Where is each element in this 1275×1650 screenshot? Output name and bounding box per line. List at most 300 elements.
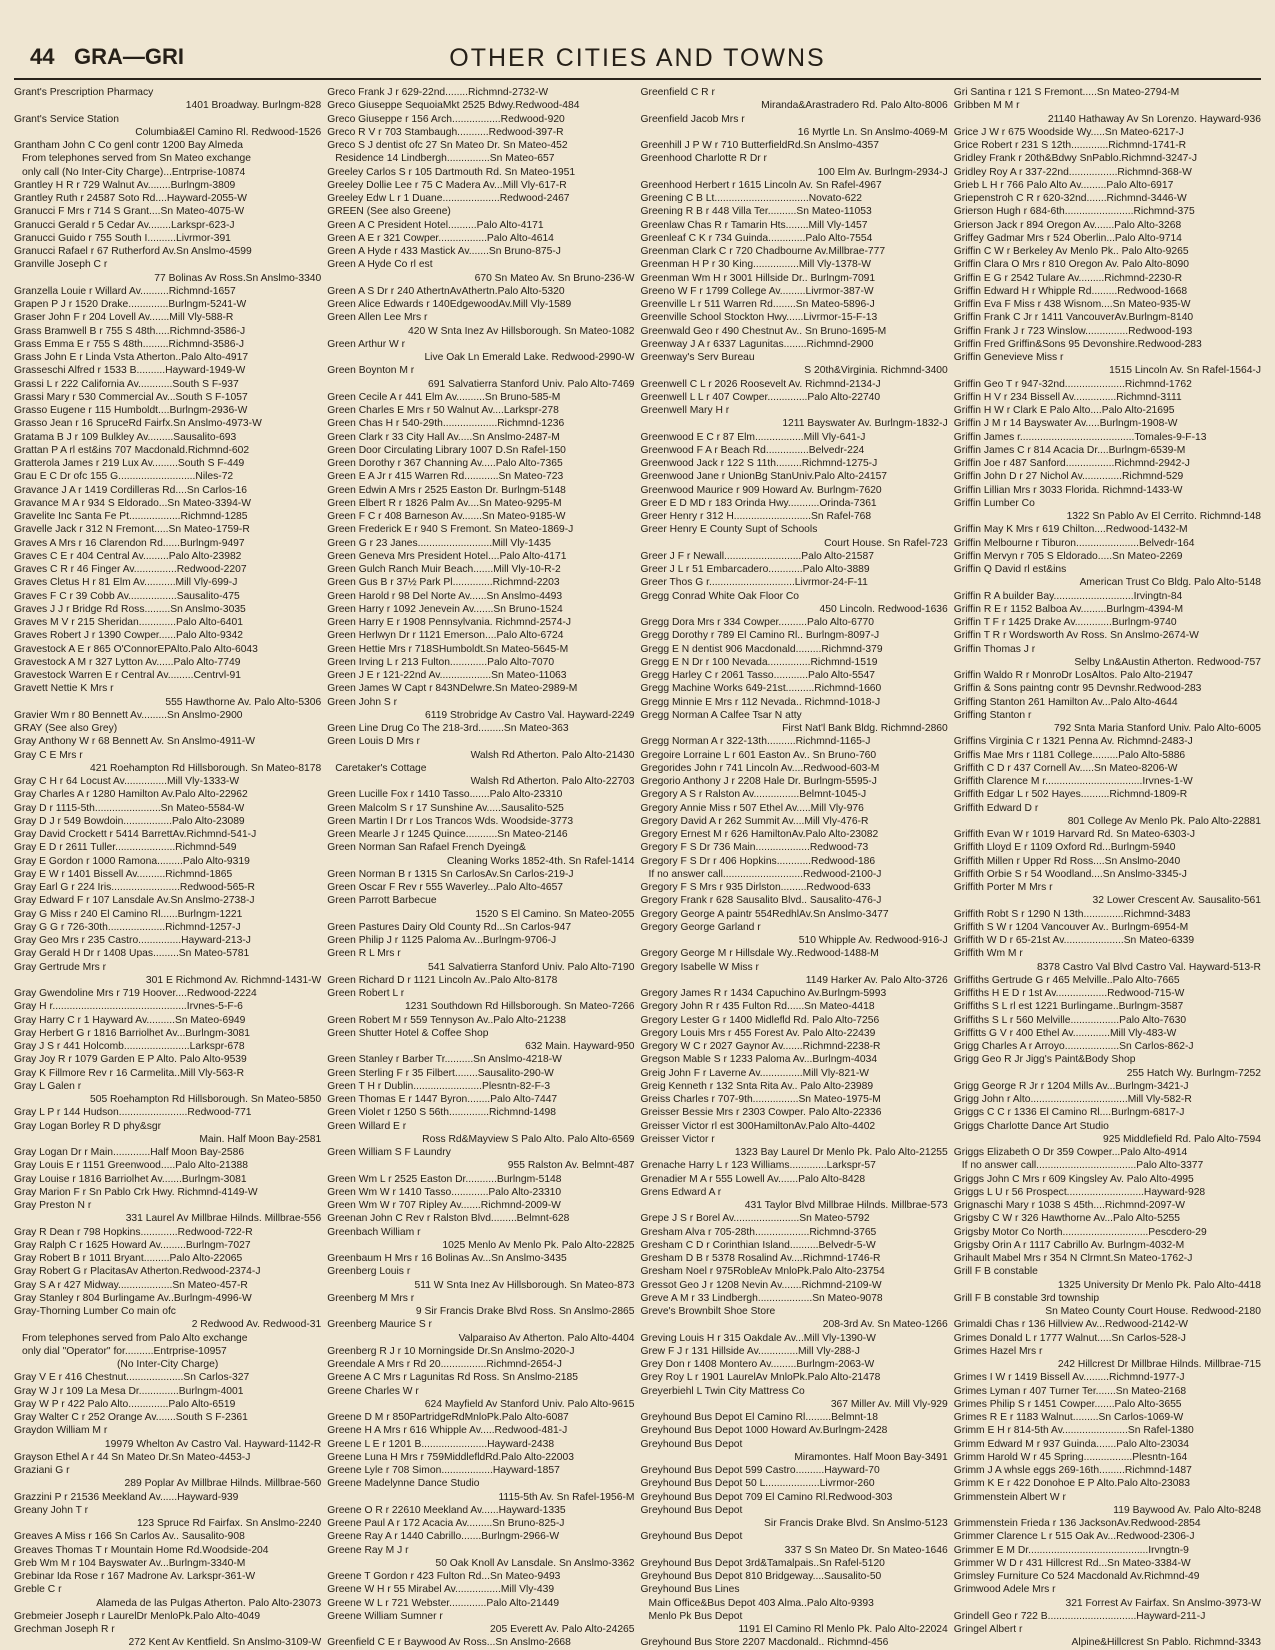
listing-entry: Green Irving L r 213 Fulton.............Palo Alto-7070: [327, 656, 555, 668]
listing-entry: Greyhound Bus Depot El Camino Rl.........Belmnt-18: [640, 1412, 879, 1423]
listing-entry: Greenville School Stockton Hwy......Livrmor-15-F-13: [640, 312, 878, 324]
listing-entry: Granucci F Mrs r 714 S Grant....Sn Mateo-4075-W: [14, 206, 245, 218]
listing-entry: Grassi L r 222 California Av............South S F-937: [14, 378, 239, 390]
listing-entry: 541 Salvatierra Stanford Univ. Palo Alto-7190: [428, 961, 635, 973]
listing-entry: Gravance J A r 1419 Cordilleras Rd....Sn Carlos-16: [14, 484, 247, 496]
listing-entry: Grill F B constable: [953, 1266, 1038, 1278]
listing-entry: Greyhound Bus Store 2207 Macdonald.. Richmnd-456: [640, 1637, 889, 1649]
listing-entry: Grimes Donald L r 1777 Walnut.....Sn Carlos-528-J: [953, 1332, 1186, 1344]
listing-entry: Grantley H R r 729 Walnut Av........Burlngm-3809: [14, 179, 236, 191]
listing-entry: Griffing Stanton 261 Hamilton Av...Palo Alto-4644: [953, 696, 1178, 708]
listing-entry: Gray Marion F r Sn Pablo Crk Hwy. Richmnd-4149-W: [14, 1186, 258, 1198]
listing-entry: 510 Whipple Av. Redwood-916-J: [798, 935, 948, 946]
listing-entry: Grey Roy L r 1901 LaurelAv MnloPk.Palo Alto-21478: [640, 1372, 881, 1384]
listing-entry: Gridley Frank r 20th&Bdwy SnPablo.Richmnd-3247-J: [953, 153, 1197, 165]
listing-entry: Gravett Nettie K Mrs r: [14, 683, 114, 695]
listing-entry: 242 Hillcrest Dr Millbrae Hilnds. Millbrae-715: [1057, 1359, 1261, 1370]
listing-entry: Griffin Eva F Miss r 438 Wisnom....Sn Mateo-935-W: [953, 299, 1191, 310]
listing-columns: [14, 86, 1261, 1649]
listing-entry: Gresham Noel r 975RobleAv MnloPk.Palo Alto-23754: [640, 1266, 885, 1278]
listing-entry: Gravestock A M r 327 Lytton Av......Palo Alto-7749: [14, 656, 241, 668]
listing-entry: Griffith Wm M r: [953, 948, 1023, 960]
listing-entry: Greene Luna H Mrs r 759MiddlefldRd.Palo Alto-22003: [327, 1451, 574, 1463]
listing-entry: 1515 Lincoln Av. Sn Rafel-1564-J: [1109, 365, 1261, 377]
listing-entry: Greyhound Bus Depot: [640, 1438, 743, 1450]
listing-entry: Gregg Norman A Calfee Tsar N atty: [640, 709, 802, 721]
listing-entry: Greenberg Louis r: [327, 1266, 411, 1278]
listing-entry: Grimsley Furniture Co 524 Macdonald Av.Richmnd-49: [953, 1571, 1200, 1582]
listing-entry: 925 Middlefield Rd. Palo Alto-7594: [1103, 1133, 1261, 1145]
listing-entry: Grepe J S r Borel Av.......................Sn Mateo-5792: [640, 1213, 870, 1225]
listing-entry: Grigg Charles A r Arroyo...................Sn Carlos-862-J: [953, 1041, 1194, 1052]
listing-entry: Greene Charles W r: [327, 1385, 419, 1397]
listing-entry: Greyhound Bus Depot: [640, 1504, 743, 1516]
listing-entry: Griffith Lloyd E r 1109 Oxford Rd...Burlngm-5940: [953, 842, 1176, 854]
listing-entry: Greyhound Bus Lines: [640, 1584, 740, 1596]
listing-entry: Griffith Edgar L r 502 Hayes..........Richmnd-1809-R: [953, 789, 1188, 801]
listing-entry: Green Clark r 33 City Hall Av.....Sn Anslmo-2487-M: [327, 431, 560, 443]
listing-entry: Graydon William M r: [14, 1425, 108, 1437]
listing-entry: Green J E r 121-22nd Av..................Sn Mateo-11063: [327, 670, 567, 681]
listing-entry: Gray Harry C r 1 Hayward Av..........Sn Mateo-6949: [14, 1014, 246, 1026]
listing-entry: Green Charles E Mrs r 50 Walnut Av....Larkspr-278: [327, 405, 559, 416]
listing-entry: 8378 Castro Val Blvd Castro Val. Hayward-513-R: [1037, 961, 1261, 973]
listing-entry: Griffis Mae Mrs r 1181 College.........Palo Alto-5886: [953, 749, 1186, 761]
listing-entry: Greenlaw Chas R r Tamarin Hts........Mill Vly-1457: [640, 219, 868, 231]
listing-entry: Gray D r 1115-5th.......................Sn Mateo-5584-W: [14, 802, 245, 814]
listing-entry: Gregg Dorothy r 789 El Camino Rl.. Burlngm-8097-J: [640, 630, 880, 642]
listing-entry: Gray Stanley r 804 Burlingame Av..Burlngm-4996-W: [14, 1292, 252, 1304]
listing-entry: Greenville L r 511 Warren Rd........Sn Mateo-5896-J: [640, 299, 875, 310]
listing-entry: Griggs C C r 1336 El Camino Rl....Burlngm-6817-J: [953, 1107, 1185, 1119]
listing-entry: Green William S F Laundry: [327, 1147, 451, 1158]
listing-entry: Greenberg Maurice S r: [327, 1319, 432, 1331]
listing-entry: Green A C President Hotel..........Palo Alto-4171: [327, 219, 544, 231]
listing-entry: Sn Mateo County Court House. Redwood-2180: [1045, 1306, 1261, 1317]
listing-entry: Greenhill J P W r 710 ButterfieldRd.Sn Anslmo-4357: [640, 140, 879, 151]
listing-entry: Grimm Edward M r 937 Guinda.......Palo Alto-23034: [953, 1438, 1189, 1450]
listing-entry: Gregory Annie Miss r 507 Ethel Av.....Mill Vly-976: [640, 802, 864, 814]
listing-entry: 289 Poplar Av Millbrae Hilnds. Millbrae-560: [124, 1478, 322, 1490]
listing-entry: Gray Gerald H Dr r 1408 Upas.........Sn Mateo-5781: [14, 948, 250, 960]
listing-entry: Grimmenstein Frieda r 136 JacksonAv.Redwood-2854: [953, 1518, 1201, 1529]
listing-entry: Green Norman San Rafael French Dyeing&: [327, 842, 526, 854]
listing-entry: 337 S Sn Mateo Dr. Sn Mateo-1646: [784, 1544, 948, 1556]
listing-entry: Green Mearle J r 1245 Quince...........Sn Mateo-2146: [327, 829, 568, 840]
listing-entry: only call (No Inter-City Charge)...Entrprise-10874: [22, 166, 246, 178]
listing-entry: Gregg E N dentist 906 Macdonald.........Richmnd-379: [640, 643, 883, 655]
listing-entry: Gregg Minnie E Mrs r 112 Nevada.. Richmnd-1018-J: [640, 696, 881, 708]
listing-entry: Greig John F r Laverne Av...............Mill Vly-821-W: [640, 1067, 870, 1079]
listing-entry: Green Boynton M r: [327, 365, 415, 377]
listing-entry: Greer Henry r 312 H...........................Sn Rafel-768: [640, 511, 872, 522]
listing-entry: Gray Robert G r PlacitasAv Atherton.Redwood-2374-J: [14, 1266, 261, 1278]
listing-entry: 1191 El Camino Rl Menlo Pk. Palo Alto-22024: [738, 1624, 948, 1635]
listing-entry: Griffin Joe r 487 Sanford.................Richmnd-2942-J: [953, 458, 1190, 469]
listing-entry: Greenway J A r 6337 Lagunitas........Richmnd-2900: [640, 338, 874, 350]
listing-entry: Gray C H r 64 Locust Av...............Mill Vly-1333-W: [14, 776, 240, 787]
listing-entry: Grigsby C W r 326 Hawthorne Av...Palo Alto-5255: [953, 1213, 1181, 1225]
listing-entry: Green Norman B r 1315 Sn CarlosAv.Sn Carlos-219-J: [327, 868, 574, 880]
listing-entry: Greenwood Jane r UnionBg StanUniv.Palo Alto-24157: [640, 471, 888, 483]
listing-entry: Gray Robert B r 1011 Bryant.........Palo Alto-22065: [14, 1253, 243, 1264]
listing-entry: Greenman Wm H r 3001 Hillside Dr.. Burlngm-7091: [640, 272, 876, 284]
listing-entry: Graves J J r Bridge Rd Ross.........Sn Anslmo-3035: [14, 603, 246, 615]
listing-entry: Gray G G r 726-30th....................Richmnd-1257-J: [14, 921, 241, 933]
listing-entry: Griffith C D r 437 Cornell Av.....Sn Mateo-8206-W: [953, 762, 1178, 774]
listing-entry: Greco S J dentist ofc 27 Sn Mateo Dr. Sn Mateo-452: [327, 140, 568, 151]
listing-entry: Greene A C Mrs r Lagunitas Rd Ross. Sn Anslmo-2185: [327, 1372, 578, 1384]
listing-entry: Green Shutter Hotel & Coffee Shop: [327, 1027, 489, 1039]
listing-entry: Selby Ln&Austin Atherton. Redwood-757: [1074, 656, 1261, 668]
listing-entry: Grasseschi Alfred r 1533 B..........Hayward-1949-W: [14, 365, 246, 377]
listing-entry: Main Office&Bus Depot 403 Alma..Palo Alto-9393: [648, 1597, 874, 1609]
listing-entry: Green Harry E r 1908 Pennsylvania. Richmnd-2574-J: [327, 617, 572, 628]
listing-entry: Grebinar Ida Rose r 167 Madrone Av. Larkspr-361-W: [14, 1571, 256, 1582]
listing-entry: Greer J L r 51 Embarcadero............Palo Alto-3889: [640, 564, 870, 575]
listing-entry: Green Pastures Dairy Old County Rd...Sn Carlos-947: [327, 921, 572, 933]
listing-entry: Griffiths Gertrude G r 465 Melville..Palo Alto-7665: [953, 974, 1180, 986]
listing-entry: Grayson Ethel A r 44 Sn Mateo Dr.Sn Mateo-4453-J: [14, 1451, 251, 1463]
listing-entry: GRAY (See also Grey): [14, 723, 118, 734]
listing-entry: Greisser Bessie Mrs r 2303 Cowper. Palo Alto-22336: [640, 1107, 882, 1119]
listing-entry: Greendale A Mrs r Rd 20................Richmnd-2654-J: [327, 1359, 562, 1370]
listing-entry: Green James W Capt r 843NDelwre.Sn Mateo-2989-M: [327, 683, 578, 695]
listing-entry: Greco Giuseppe SequoiaMkt 2525 Bdwy.Redwood-484: [327, 100, 580, 112]
listing-entry: Gresham C D r Corinthian Island..........Belvedr-5-W: [640, 1239, 876, 1251]
listing-entry: 32 Lower Crescent Av. Sausalito-561: [1092, 895, 1261, 907]
listing-entry: Griffin Waldo R r MonroDr LosAltos. Palo Alto-21947: [953, 670, 1193, 681]
listing-entry: Grey Don r 1408 Montero Av.........Burlngm-2063-W: [640, 1359, 875, 1370]
listing-entry: Gray D J r 549 Bowdoin.................Palo Alto-23089: [14, 815, 245, 827]
listing-entry: Gray H r...............................................Irvnes-5-F-6: [14, 1001, 243, 1013]
listing-entry: Greco Giuseppe r 156 Arch.................Redwood-920: [327, 113, 565, 125]
listing-entry: Gravelite Inc Santa Fe Pt..................Richmnd-1285: [14, 511, 248, 522]
listing-entry: Greene Ray M J r: [327, 1544, 409, 1556]
listing-entry: Griffin & Sons paintng contr 95 Devnshr.Redwood-283: [953, 683, 1202, 695]
listing-entry: 1323 Bay Laurel Dr Menlo Pk. Palo Alto-21255: [734, 1147, 948, 1158]
listing-entry: Gregory F S Mrs r 935 Dirlston.........Redwood-633: [640, 882, 871, 893]
listing-entry: Grimes Hazel Mrs r: [953, 1345, 1043, 1357]
listing-entry: Green Wm W r 707 Ripley Av.......Richmnd-2009-W: [327, 1200, 561, 1211]
section-title: OTHER CITIES AND TOWNS: [449, 44, 826, 72]
listing-entry: Green Louis D Mrs r: [327, 736, 420, 748]
listing-entry: 1115-5th Av. Sn Rafel-1956-M: [498, 1491, 635, 1503]
listing-entry: Gregg Conrad White Oak Floor Co: [640, 590, 800, 602]
listing-entry: Griffith S W r 1204 Vancouver Av.. Burlngm-6954-M: [953, 921, 1189, 933]
listing-entry: 9 Sir Francis Drake Blvd Ross. Sn Anslmo-2865: [415, 1306, 635, 1317]
listing-entry: Menlo Pk Bus Depot: [648, 1610, 743, 1622]
listing-entry: Griffin H W r Clark E Palo Alto....Palo Alto-21695: [953, 405, 1175, 416]
listing-entry: Grimes I W r 1419 Bissell Av.........Richmnd-1977-J: [953, 1372, 1185, 1384]
listing-entry: 100 Elm Av. Burlngm-2934-J: [817, 166, 948, 178]
listing-entry: Gray-Thorning Lumber Co main ofc: [14, 1306, 176, 1317]
listing-entry: First Nat'l Bank Bldg. Richmnd-2860: [782, 723, 948, 734]
listing-entry: Gressot Geo J r 1208 Nevin Av.......Richmnd-2109-W: [640, 1279, 882, 1291]
listing-entry: Greenan John C Rev r Ralston Blvd.........Belmnt-628: [327, 1213, 570, 1225]
listing-entry: Grimmenstein Albert W r: [953, 1491, 1066, 1503]
listing-entry: Green Arthur W r: [327, 338, 406, 350]
listing-entry: Gray C E Mrs r: [14, 749, 83, 761]
listing-entry: Gravance M A r 934 S Eldorado...Sn Mateo-3394-W: [14, 497, 251, 509]
listing-entry: Griffins Virginia C r 1321 Penna Av. Richmnd-2483-J: [953, 736, 1193, 748]
listing-entry: Gregory David A r 262 Summit Av....Mill Vly-476-R: [640, 815, 869, 827]
listing-entry: Greiss Charles r 707-9th................Sn Mateo-1975-M: [640, 1094, 881, 1105]
listing-entry: Green Richard D r 1121 Lincoln Av..Palo Alto-8178: [327, 974, 558, 986]
listing-entry: Columbia&El Camino Rl. Redwood-1526: [135, 126, 322, 138]
listing-entry: Green Chas H r 540-29th...................Richmnd-1236: [327, 418, 565, 430]
listing-entry: (No Inter-City Charge): [116, 1359, 219, 1370]
listing-entry: Green F C r 408 Barneson Av.......Sn Mateo-9185-W: [327, 511, 566, 522]
listing-entry: 624 Mayfield Av Stanford Univ. Palo Alto-9615: [424, 1398, 635, 1410]
listing-entry: Griffin Thomas J r: [953, 643, 1036, 655]
listing-entry: Grant's Service Station: [14, 113, 119, 125]
listing-entry: Greyhound Bus Depot 810 Bridgeway....Sausalito-50: [640, 1571, 882, 1582]
listing-entry: Green T H r Dublin........................Plesntn-82-F-3: [327, 1080, 551, 1092]
listing-entry: 505 Roehampton Rd Hillsborough. Sn Mateo-5850: [89, 1094, 322, 1105]
listing-entry: Green Elbert R r 1826 Palm Av....Sn Mateo-9295-M: [327, 497, 562, 509]
listing-entry: Green Gulch Ranch Muir Beach.......Mill Vly-10-R-2: [327, 564, 561, 575]
listing-entry: Griffin C W r Berkeley Av Menlo Pk.. Palo Alto-9265: [953, 246, 1189, 257]
listing-column-3: [640, 86, 948, 1649]
listing-entry: If no answer call............................Redwood-2100-J: [648, 868, 882, 880]
listing-entry: 420 W Snta Inez Av Hillsborough. Sn Mateo-1082: [408, 325, 635, 337]
listing-entry: Grigsby Orin A r 1117 Cabrillo Av. Burlngm-4032-M: [953, 1239, 1185, 1251]
listing-entry: Greene W H r 55 Mirabel Av................Mill Vly-439: [327, 1584, 555, 1596]
listing-column-2: [327, 86, 635, 1649]
listing-entry: Greening C B Lt.................................Novato-622: [640, 193, 862, 204]
listing-entry: 555 Hawthorne Av. Palo Alto-5306: [165, 696, 322, 708]
listing-entry: Grimes Lyman r 407 Turner Ter.......Sn Mateo-2168: [953, 1385, 1187, 1397]
listing-entry: Grens Edward A r: [640, 1186, 722, 1198]
listing-entry: American Trust Co Bldg. Palo Alto-5148: [1079, 577, 1261, 589]
listing-entry: Green Lucille Fox r 1410 Tasso.......Palo Alto-23310: [327, 789, 563, 801]
listing-entry: Greenfield C R r: [640, 87, 715, 98]
listing-entry: Griggs L U r 56 Prospect...........................Hayward-928: [953, 1186, 1206, 1198]
listing-entry: Walsh Rd Atherton. Palo Alto-22703: [470, 776, 635, 787]
listing-entry: Gravelle Jack r 312 N Fremont.....Sn Mateo-1759-R: [14, 524, 250, 536]
listing-entry: Greenman H P r 30 King................Mill Vly-1378-W: [640, 259, 871, 271]
listing-entry: Greyhound Bus Depot: [640, 1531, 743, 1543]
listing-entry: Greenwood E C r 87 Elm.................Mill Vly-641-J: [640, 431, 866, 443]
listing-entry: Greenfield Jacob Mrs r: [640, 113, 745, 125]
listing-entry: Green Malcolm S r 17 Sunshine Av.....Sausalito-525: [327, 802, 564, 814]
listing-entry: Greenhood Herbert r 1615 Lincoln Av. Sn Rafel-4967: [640, 179, 882, 191]
listing-entry: Greene Lyle r 708 Simon..................Hayward-1857: [327, 1465, 560, 1476]
listing-entry: Gray S A r 427 Midway...................Sn Mateo-457-R: [14, 1279, 248, 1291]
listing-entry: Gratama B J r 109 Bulkley Av.........Sausalito-693: [14, 431, 237, 443]
listing-entry: Grimm E H r 814-5th Av.......................Sn Rafel-1380: [953, 1425, 1194, 1437]
listing-entry: GREEN (See also Greene): [327, 206, 451, 218]
listing-entry: Grazzini P r 21536 Meekland Av......Hayward-939: [14, 1491, 239, 1503]
listing-entry: Grihault Mabel Mrs r 354 N Clrmnt.Sn Mateo-1762-J: [953, 1253, 1193, 1264]
listing-entry: Gray Walter C r 252 Orange Av.......South S F-2361: [14, 1412, 248, 1423]
listing-entry: Griffin Q David rl est&ins: [953, 564, 1067, 575]
listing-entry: Green G r 23 Janes..........................Mill Vly-1435: [327, 537, 552, 549]
listing-entry: Gregorio Anthony J r 2208 Hale Dr. Burlngm-5595-J: [640, 776, 877, 787]
listing-entry: Gravestock A E r 865 O'ConnorEPAlto.Palo Alto-6043: [14, 643, 258, 655]
listing-entry: Greenhood Charlotte R Dr r: [640, 153, 767, 165]
listing-entry: Gray Edward F r 107 Lansdale Av.Sn Anslmo-2738-J: [14, 895, 255, 907]
listing-entry: Green Gus B r 37½ Park Pl..............Richmnd-2203: [327, 577, 560, 589]
listing-entry: Gresham D B r 5378 Rosalind Av....Richmnd-1746-R: [640, 1253, 881, 1264]
listing-entry: Green Alice Edwards r 140EdgewoodAv.Mill Vly-1589: [327, 299, 572, 310]
listing-entry: Grimwood Adele Mrs r: [953, 1584, 1056, 1596]
listing-entry: Greyhound Bus Depot 709 El Camino Rl.Redwood-303: [640, 1491, 893, 1503]
listing-entry: 801 College Av Menlo Pk. Palo Alto-22881: [1067, 815, 1261, 827]
listing-entry: Greene O R r 22610 Meekland Av......Hayward-1335: [327, 1504, 566, 1516]
listing-entry: Gray Herbert G r 1816 Barriolhet Av...Burlngm-3081: [14, 1027, 250, 1039]
listing-entry: 301 E Richmond Av. Richmnd-1431-W: [145, 974, 322, 986]
listing-entry: Grapen P J r 1520 Drake..............Burlngm-5241-W: [14, 299, 247, 310]
listing-entry: Graves M V r 215 Sheridan.............Palo Alto-6401: [14, 617, 243, 628]
listing-entry: Greisser Victor rl est 300HamiltonAv.Palo Alto-4402: [640, 1120, 876, 1132]
listing-entry: Griffin R A builder Bay............................Irvingtn-84: [953, 590, 1183, 602]
listing-entry: Granville Joseph C r: [14, 259, 108, 271]
listing-entry: Greene Paul A r 172 Acacia Av.........Sn Bruno-825-J: [327, 1518, 565, 1529]
listing-entry: Greble C r: [14, 1584, 62, 1596]
listing-entry: Griffith Orbie S r 54 Woodland....Sn Anslmo-3345-J: [953, 868, 1187, 880]
listing-entry: S 20th&Virginia. Richmnd-3400: [804, 365, 948, 377]
listing-entry: Granzella Louie r Willard Av..........Richmnd-1657: [14, 285, 236, 297]
listing-entry: 272 Kent Av Kentfield. Sn Anslmo-3109-W: [128, 1637, 322, 1649]
listing-entry: Griffin John D r 27 Nichol Av..............Richmnd-529: [953, 471, 1184, 483]
listing-entry: Griepenstroh C R r 620-32nd.......Richmnd-3446-W: [953, 193, 1187, 204]
listing-entry: Griffey Gadmar Mrs r 524 Oberlin...Palo Alto-9714: [953, 232, 1182, 244]
listing-entry: Griffin James C r 814 Acacia Dr....Burlngm-6539-M: [953, 444, 1186, 456]
listing-entry: 670 Sn Mateo Av. Sn Bruno-236-W: [474, 272, 635, 284]
listing-entry: Gray Joy R r 1079 Garden E P Alto. Palo Alto-9539: [14, 1054, 247, 1066]
listing-entry: 1520 S El Camino. Sn Mateo-2055: [475, 908, 635, 920]
listing-entry: Green Dorothy r 367 Channing Av.....Palo Alto-7365: [327, 458, 563, 469]
listing-entry: Gray V E r 416 Chestnut....................Sn Carlos-327: [14, 1372, 250, 1384]
listing-entry: Grimm K E r 422 Donohoe E P Alto.Palo Alto-23083: [953, 1478, 1190, 1490]
listing-entry: Greeley Carlos S r 105 Dartmouth Rd. Sn Mateo-1951: [327, 166, 576, 178]
listing-entry: Green Philip J r 1125 Paloma Av...Burlngm-9706-J: [327, 935, 557, 946]
listing-entry: Greene L E r 1201 B.......................Hayward-2438: [327, 1438, 555, 1450]
listing-entry: Gray Logan Dr r Main.............Half Moon Bay-2586: [14, 1147, 245, 1158]
listing-entry: Greenwald Geo r 490 Chestnut Av.. Sn Bruno-1695-M: [640, 325, 887, 337]
listing-entry: Griffin Fred Griffin&Sons 95 Devonshire.Redwood-283: [953, 338, 1202, 350]
listing-entry: Griffin Mervyn r 705 S Eldorado.....Sn Mateo-2269: [953, 550, 1183, 562]
listing-entry: Gratterola James r 219 Lux Av.........South S F-449: [14, 458, 245, 469]
listing-entry: Grice Robert r 231 S 12th.............Richmnd-1741-R: [953, 140, 1187, 151]
listing-entry: Greig Kenneth r 132 Snta Rita Av.. Palo Alto-23989: [640, 1080, 874, 1092]
listing-entry: 77 Bolinas Av Ross.Sn Anslmo-3340: [154, 272, 322, 284]
listing-entry: Greene D M r 850PartridgeRdMnloPk.Palo Alto-6087: [327, 1412, 569, 1423]
listing-entry: Green Herlwyn Dr r 1121 Emerson....Palo Alto-6724: [327, 630, 564, 642]
listing-entry: Greene W L r 721 Webster.............Palo Alto-21449: [327, 1597, 560, 1609]
listing-entry: Grigsby Motor Co North..............................Pescdero-29: [953, 1226, 1207, 1238]
listing-entry: Greve A M r 33 Lindbergh...................Sn Mateo-9078: [640, 1292, 883, 1304]
listing-entry: Gray L Galen r: [14, 1080, 82, 1092]
listing-entry: Greenway's Serv Bureau: [640, 352, 755, 363]
listing-entry: Green Wm L r 2525 Easton Dr...........Burlngm-5148: [327, 1173, 562, 1185]
listing-entry: Gray E D r 2611 Tuller.....................Richmnd-549: [14, 842, 237, 854]
listing-entry: Grew F J r 131 Hillside Av..............Mill Vly-288-J: [640, 1345, 860, 1357]
listing-entry: Grignaschi Mary r 1038 S 45th....Richmnd-2097-W: [953, 1200, 1185, 1211]
listing-entry: Grenache Harry L r 123 Williams.............Larkspr-57: [640, 1160, 876, 1172]
listing-entry: Green A Hyde r 433 Mastick Av.......Sn Bruno-875-J: [327, 246, 561, 257]
listing-entry: Greer E D MD r 183 Orinda Hwy...........Orinda-7361: [640, 497, 877, 509]
listing-entry: Green A Hyde Co rl est: [327, 259, 433, 271]
listing-entry: Griffin T R r Wordsworth Av Ross. Sn Anslmo-2674-W: [953, 630, 1199, 642]
listing-entry: Greene Ray A r 1440 Cabrillo.......Burlngm-2966-W: [327, 1531, 560, 1543]
listing-entry: Graser John F r 204 Lovell Av.......Mill Vly-588-R: [14, 312, 234, 324]
listing-entry: Griffin T F r 1425 Drake Av.............Burlngm-9740: [953, 617, 1177, 628]
listing-entry: 321 Forrest Av Fairfax. Sn Anslmo-3973-W: [1065, 1597, 1261, 1609]
listing-entry: Grant's Prescription Pharmacy: [14, 87, 154, 98]
listing-entry: Gregory A S r Ralston Av................Belmnt-1045-J: [640, 789, 867, 801]
listing-entry: Gray J S r 441 Holcomb.......................Larkspr-678: [14, 1041, 245, 1052]
listing-entry: Green Line Drug Co The 218-3rd.........Sn Mateo-363: [327, 723, 569, 734]
listing-entry: Gray Louis E r 1151 Greenwood.....Palo Alto-21388: [14, 1160, 248, 1172]
listing-entry: Grasso Eugene r 115 Humboldt....Burlngm-2936-W: [14, 405, 248, 416]
listing-entry: Greyhound Bus Depot 1000 Howard Av.Burlngm-2428: [640, 1425, 888, 1437]
listing-entry: Gregory George A paintr 554RedhlAv.Sn Anslmo-3477: [640, 908, 889, 920]
listing-entry: Griffith W D r 65-21st Av.....................Sn Mateo-6339: [953, 935, 1195, 946]
listing-entry: 1401 Broadway. Burlngm-828: [185, 100, 322, 112]
page-number: 44: [30, 44, 55, 69]
listing-entry: Griggs Elizabeth O Dr 359 Cowper...Palo Alto-4914: [953, 1147, 1188, 1158]
listing-entry: Greene T Gordon r 423 Fulton Rd...Sn Mateo-9493: [327, 1571, 561, 1582]
listing-entry: Alpine&Hillcrest Sn Pablo. Richmnd-3343: [1071, 1637, 1261, 1649]
listing-entry: Graziani G r: [14, 1465, 70, 1476]
listing-entry: Grass Emma E r 755 S 48th.........Richmnd-3586-J: [14, 338, 245, 350]
listing-entry: Graves F C r 39 Cobb Av.................Sausalito-475: [14, 590, 240, 602]
listing-entry: Gregson Mable S r 1233 Paloma Av...Burlngm-4034: [640, 1054, 878, 1066]
listing-entry: Grieb L H r 766 Palo Alto Av.........Palo Alto-6917: [953, 179, 1174, 191]
listing-entry: 1025 Menlo Av Menlo Pk. Palo Alto-22825: [442, 1239, 635, 1251]
listing-entry: Green E A Jr r 415 Warren Rd............Sn Mateo-723: [327, 471, 564, 483]
listing-entry: Gray Preston N r: [14, 1200, 92, 1211]
listing-entry: Grass Bramwell B r 755 S 48th.....Richmnd-3586-J: [14, 325, 246, 337]
listing-entry: Gravestock Warren E r Central Av.........Centrvl-91: [14, 670, 241, 681]
listing-entry: Gregg Harley C r 2061 Tasso............Palo Alto-5547: [640, 670, 875, 681]
listing-entry: Green Geneva Mrs President Hotel....Palo Alto-4171: [327, 550, 567, 562]
listing-entry: Gregory F S Dr r 406 Hopkins............Redwood-186: [640, 855, 876, 867]
listing-entry: 1322 Sn Pablo Av El Cerrito. Richmnd-148: [1066, 511, 1261, 522]
listing-entry: 1149 Harker Av. Palo Alto-3726: [805, 974, 948, 986]
listing-entry: Green Sterling F r 35 Filbert........Sausalito-290-W: [327, 1067, 554, 1079]
listing-entry: Gray R Dean r 798 Hopkins.............Redwood-722-R: [14, 1226, 253, 1238]
listing-entry: Gregorides John r 741 Lincoln Av....Redwood-603-M: [640, 762, 880, 774]
listing-entry: Greenleaf C K r 734 Guinda.............Palo Alto-7554: [640, 232, 873, 244]
listing-entry: Gregg Norman A r 322-13th..........Richmnd-1165-J: [640, 736, 871, 748]
listing-entry: Greenwood Jack r 122 S 11th.........Richmnd-1275-J: [640, 458, 878, 469]
listing-entry: Green Harold r 98 Del Norte Av......Sn Anslmo-4493: [327, 590, 563, 602]
listing-entry: Graves Robert J r 1390 Cowper......Palo Alto-9342: [14, 630, 243, 642]
listing-entry: Grass John E r Linda Vsta Atherton..Palo Alto-4917: [14, 352, 249, 363]
listing-entry: 21140 Hathaway Av Sn Lorenzo. Hayward-936: [1047, 113, 1261, 125]
listing-entry: Green A S Dr r 240 AthertnAvAthertn.Palo Alto-5320: [327, 285, 565, 297]
listing-entry: Green John S r: [327, 696, 398, 708]
listing-entry: 431 Taylor Blvd Millbrae Hilnds. Millbrae-573: [744, 1200, 948, 1211]
listing-entry: Gregory Ernest M r 626 HamiltonAv.Palo Alto-23082: [640, 829, 879, 840]
listing-entry: Greenberg R J r 10 Morningside Dr.Sn Anslmo-2020-J: [327, 1345, 575, 1357]
listing-entry: Gray Geo Mrs r 235 Castro...............Hayward-213-J: [14, 935, 251, 946]
listing-entry: Gregory Isabelle W Miss r: [640, 961, 759, 973]
listing-entry: Griffin E G r 2542 Tulare Av.........Richmnd-2230-R: [953, 272, 1183, 284]
listing-entry: Grimmer Clarence L r 515 Oak Av...Redwood-2306-J: [953, 1531, 1195, 1543]
listing-entry: Griffin Frank J r 723 Winslow...............Redwood-193: [953, 325, 1193, 337]
listing-column-4: [953, 86, 1261, 1649]
listing-entry: Gregory James R r 1434 Capuchino Av.Burlngm-5993: [640, 988, 887, 999]
listing-entry: Gregory W C r 2027 Gaynor Av.......Richmnd-2238-R: [640, 1041, 881, 1052]
listing-entry: Greco R V r 703 Stambaugh...........Redwood-397-R: [327, 126, 564, 138]
listing-entry: Gray Anthony W r 68 Bennett Av. Sn Anslmo-4911-W: [14, 736, 255, 748]
listing-entry: Green Thomas E r 1447 Byron........Palo Alto-7447: [327, 1094, 558, 1105]
